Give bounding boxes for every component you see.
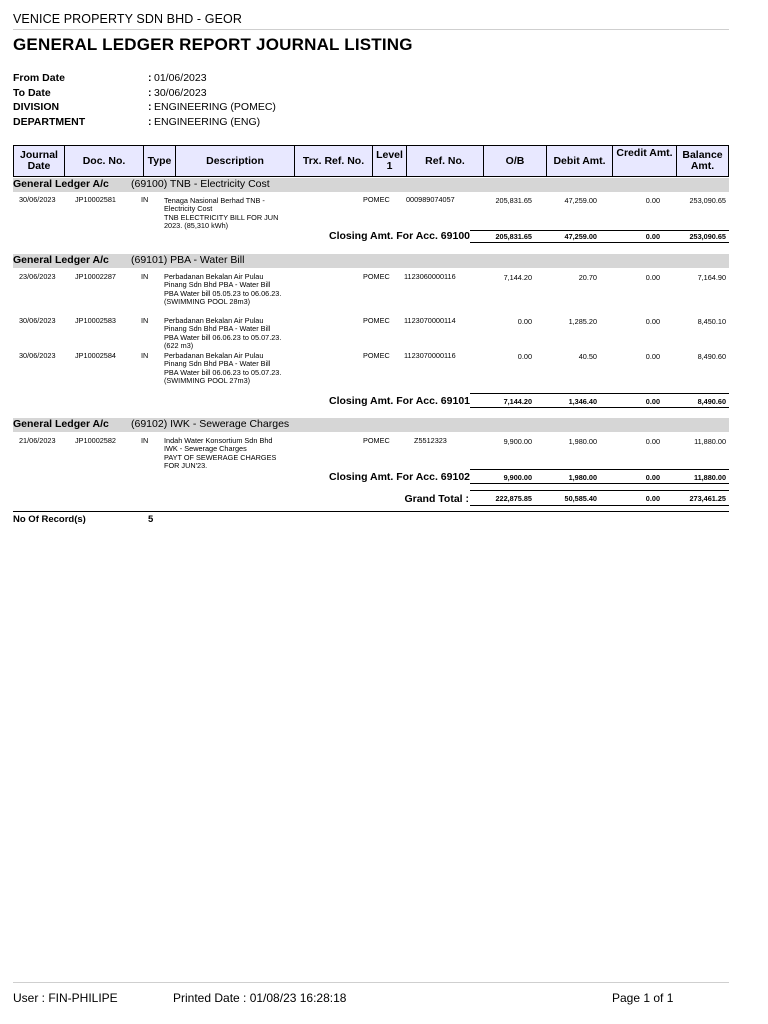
grand-total-label: Grand Total :: [404, 493, 469, 505]
row-description: Perbadanan Bekalan Air Pulau Pinang Sdn Bhd PBA - Water Bill PBA Water bill 06.06.23 to 05.07.23. (622 m3): [164, 316, 282, 350]
closing-divider: [470, 469, 729, 470]
closing-credit: 0.00: [645, 232, 660, 241]
col-ref-no: Ref. No.: [407, 146, 484, 176]
closing-label: Closing Amt. For Acc. 69102: [328, 471, 470, 483]
group-band: [13, 178, 729, 192]
closing-debit: 1,980.00: [568, 473, 597, 482]
row-ob: 7,144.20: [503, 273, 532, 282]
end-of-report-line: [13, 511, 729, 512]
closing-debit: 1,346.40: [568, 397, 597, 406]
closing-divider: [470, 393, 729, 394]
row-credit: 0.00: [645, 352, 660, 361]
filter-value-to-date: 30/06/2023: [154, 87, 207, 99]
group-band: [13, 254, 729, 268]
row-date: 30/06/2023: [19, 195, 56, 204]
row-balance: 8,490.60: [697, 352, 726, 361]
filter-label-from-date: From Date: [13, 72, 65, 84]
filter-label-to-date: To Date: [13, 87, 51, 99]
row-date: 23/06/2023: [19, 272, 56, 281]
row-level: POMEC: [363, 195, 390, 204]
group-label: General Ledger A/c: [13, 418, 109, 430]
closing-ob: 205,831.65: [495, 232, 532, 241]
grand-total-divider: [470, 490, 729, 491]
grand-total-underline: [470, 505, 729, 506]
closing-label: Closing Amt. For Acc. 69101: [328, 395, 470, 407]
footer-divider: [13, 982, 729, 983]
row-type: IN: [141, 272, 149, 281]
grand-total-debit: 50,585.40: [564, 494, 597, 503]
row-doc-no: JP10002582: [75, 436, 116, 445]
row-type: IN: [141, 351, 149, 360]
grand-total-ob: 222,875.85: [495, 494, 532, 503]
row-doc-no: JP10002581: [75, 195, 116, 204]
col-debit: Debit Amt.: [547, 146, 613, 176]
closing-label: Closing Amt. For Acc. 69100: [328, 230, 470, 242]
footer-user: User : FIN-PHILIPE: [13, 991, 118, 1005]
group-band: [13, 418, 729, 432]
record-count-label: No Of Record(s): [13, 514, 86, 525]
row-description: Tenaga Nasional Berhad TNB - Electricity Cost TNB ELECTRICITY BILL FOR JUN 2023. (85,310 kWh): [164, 196, 279, 230]
row-debit: 1,980.00: [568, 437, 597, 446]
row-type: IN: [141, 195, 149, 204]
row-ob: 9,900.00: [503, 437, 532, 446]
row-ob: 0.00: [517, 317, 532, 326]
filter-colon: :: [148, 72, 152, 84]
record-count-value: 5: [148, 514, 154, 525]
row-credit: 0.00: [645, 196, 660, 205]
filter-label-department: DEPARTMENT: [13, 116, 86, 128]
closing-underline: [470, 483, 729, 484]
closing-balance: 8,490.60: [697, 397, 726, 406]
filter-colon: :: [148, 87, 152, 99]
row-ref-no: 1123070000116: [404, 351, 456, 360]
group-label: General Ledger A/c: [13, 254, 109, 266]
row-description: Perbadanan Bekalan Air Pulau Pinang Sdn Bhd PBA - Water Bill PBA Water bill 06.06.23 to 05.07.23. (SWIMMING POOL 27m3): [164, 351, 282, 385]
row-ob: 0.00: [517, 352, 532, 361]
filter-colon: :: [148, 101, 152, 113]
group-name: (69102) IWK - Sewerage Charges: [131, 418, 290, 430]
grand-total-credit: 0.00: [645, 494, 660, 503]
footer-printed-date: Printed Date : 01/08/23 16:28:18: [173, 991, 347, 1005]
header-divider: [13, 29, 729, 30]
row-doc-no: JP10002584: [75, 351, 116, 360]
row-credit: 0.00: [645, 273, 660, 282]
closing-credit: 0.00: [645, 397, 660, 406]
row-ref-no: 1123060000116: [404, 272, 456, 281]
row-date: 30/06/2023: [19, 351, 56, 360]
filter-colon: :: [148, 116, 152, 128]
group-name: (69101) PBA - Water Bill: [131, 254, 245, 266]
closing-divider: [470, 230, 729, 231]
row-debit: 47,259.00: [564, 196, 597, 205]
row-debit: 1,285.20: [568, 317, 597, 326]
group-name: (69100) TNB - Electricity Cost: [131, 178, 270, 190]
grand-total-balance: 273,461.25: [689, 494, 726, 503]
filter-value-division: ENGINEERING (POMEC): [154, 101, 276, 113]
closing-ob: 7,144.20: [503, 397, 532, 406]
row-credit: 0.00: [645, 437, 660, 446]
col-description: Description: [176, 146, 295, 176]
row-level: POMEC: [363, 351, 390, 360]
col-type: Type: [144, 146, 176, 176]
row-ref-no: Z5512323: [414, 436, 447, 445]
row-doc-no: JP10002287: [75, 272, 116, 281]
closing-underline: [470, 242, 729, 243]
report-title: GENERAL LEDGER REPORT JOURNAL LISTING: [13, 35, 413, 54]
filter-label-division: DIVISION: [13, 101, 60, 113]
col-doc-no: Doc. No.: [65, 146, 144, 176]
closing-balance: 253,090.65: [689, 232, 726, 241]
row-date: 21/06/2023: [19, 436, 56, 445]
row-level: POMEC: [363, 316, 390, 325]
closing-debit: 47,259.00: [564, 232, 597, 241]
row-balance: 253,090.65: [689, 196, 726, 205]
row-type: IN: [141, 316, 149, 325]
row-ob: 205,831.65: [495, 196, 532, 205]
row-debit: 40.50: [578, 352, 597, 361]
row-debit: 20.70: [578, 273, 597, 282]
row-level: POMEC: [363, 272, 390, 281]
closing-credit: 0.00: [645, 473, 660, 482]
col-credit: Credit Amt.: [613, 146, 677, 176]
filter-value-from-date: 01/06/2023: [154, 72, 207, 84]
row-balance: 11,880.00: [694, 437, 726, 446]
row-date: 30/06/2023: [19, 316, 56, 325]
table-header: [13, 145, 729, 177]
col-ob: O/B: [484, 146, 547, 176]
closing-underline: [470, 407, 729, 408]
filter-value-department: ENGINEERING (ENG): [154, 116, 261, 128]
closing-ob: 9,900.00: [503, 473, 532, 482]
col-trx-ref-no: Trx. Ref. No.: [295, 146, 373, 176]
col-level: Level 1: [373, 146, 407, 176]
row-type: IN: [141, 436, 149, 445]
group-label: General Ledger A/c: [13, 178, 109, 190]
row-doc-no: JP10002583: [75, 316, 116, 325]
row-balance: 7,164.90: [697, 273, 726, 282]
closing-balance: 11,880.00: [693, 473, 726, 482]
company-name: VENICE PROPERTY SDN BHD - GEOR: [13, 12, 242, 26]
row-ref-no: 000989074057: [406, 195, 455, 204]
row-balance: 8,450.10: [697, 317, 726, 326]
row-credit: 0.00: [645, 317, 660, 326]
row-description: Perbadanan Bekalan Air Pulau Pinang Sdn Bhd PBA - Water Bill PBA Water bill 05.05.23 to 06.06.23. (SWIMMING POOL 28m3): [164, 272, 282, 306]
row-level: POMEC: [363, 436, 390, 445]
footer-page-number: Page 1 of 1: [612, 991, 674, 1005]
row-description: Indah Water Konsortium Sdn Bhd IWK - Sewerage Charges PAYT OF SEWERAGE CHARGES FOR JUN'23.: [164, 436, 277, 470]
col-journal-date: Journal Date: [14, 146, 65, 176]
col-balance: Balance Amt.: [682, 149, 723, 172]
row-ref-no: 1123070000114: [404, 316, 456, 325]
